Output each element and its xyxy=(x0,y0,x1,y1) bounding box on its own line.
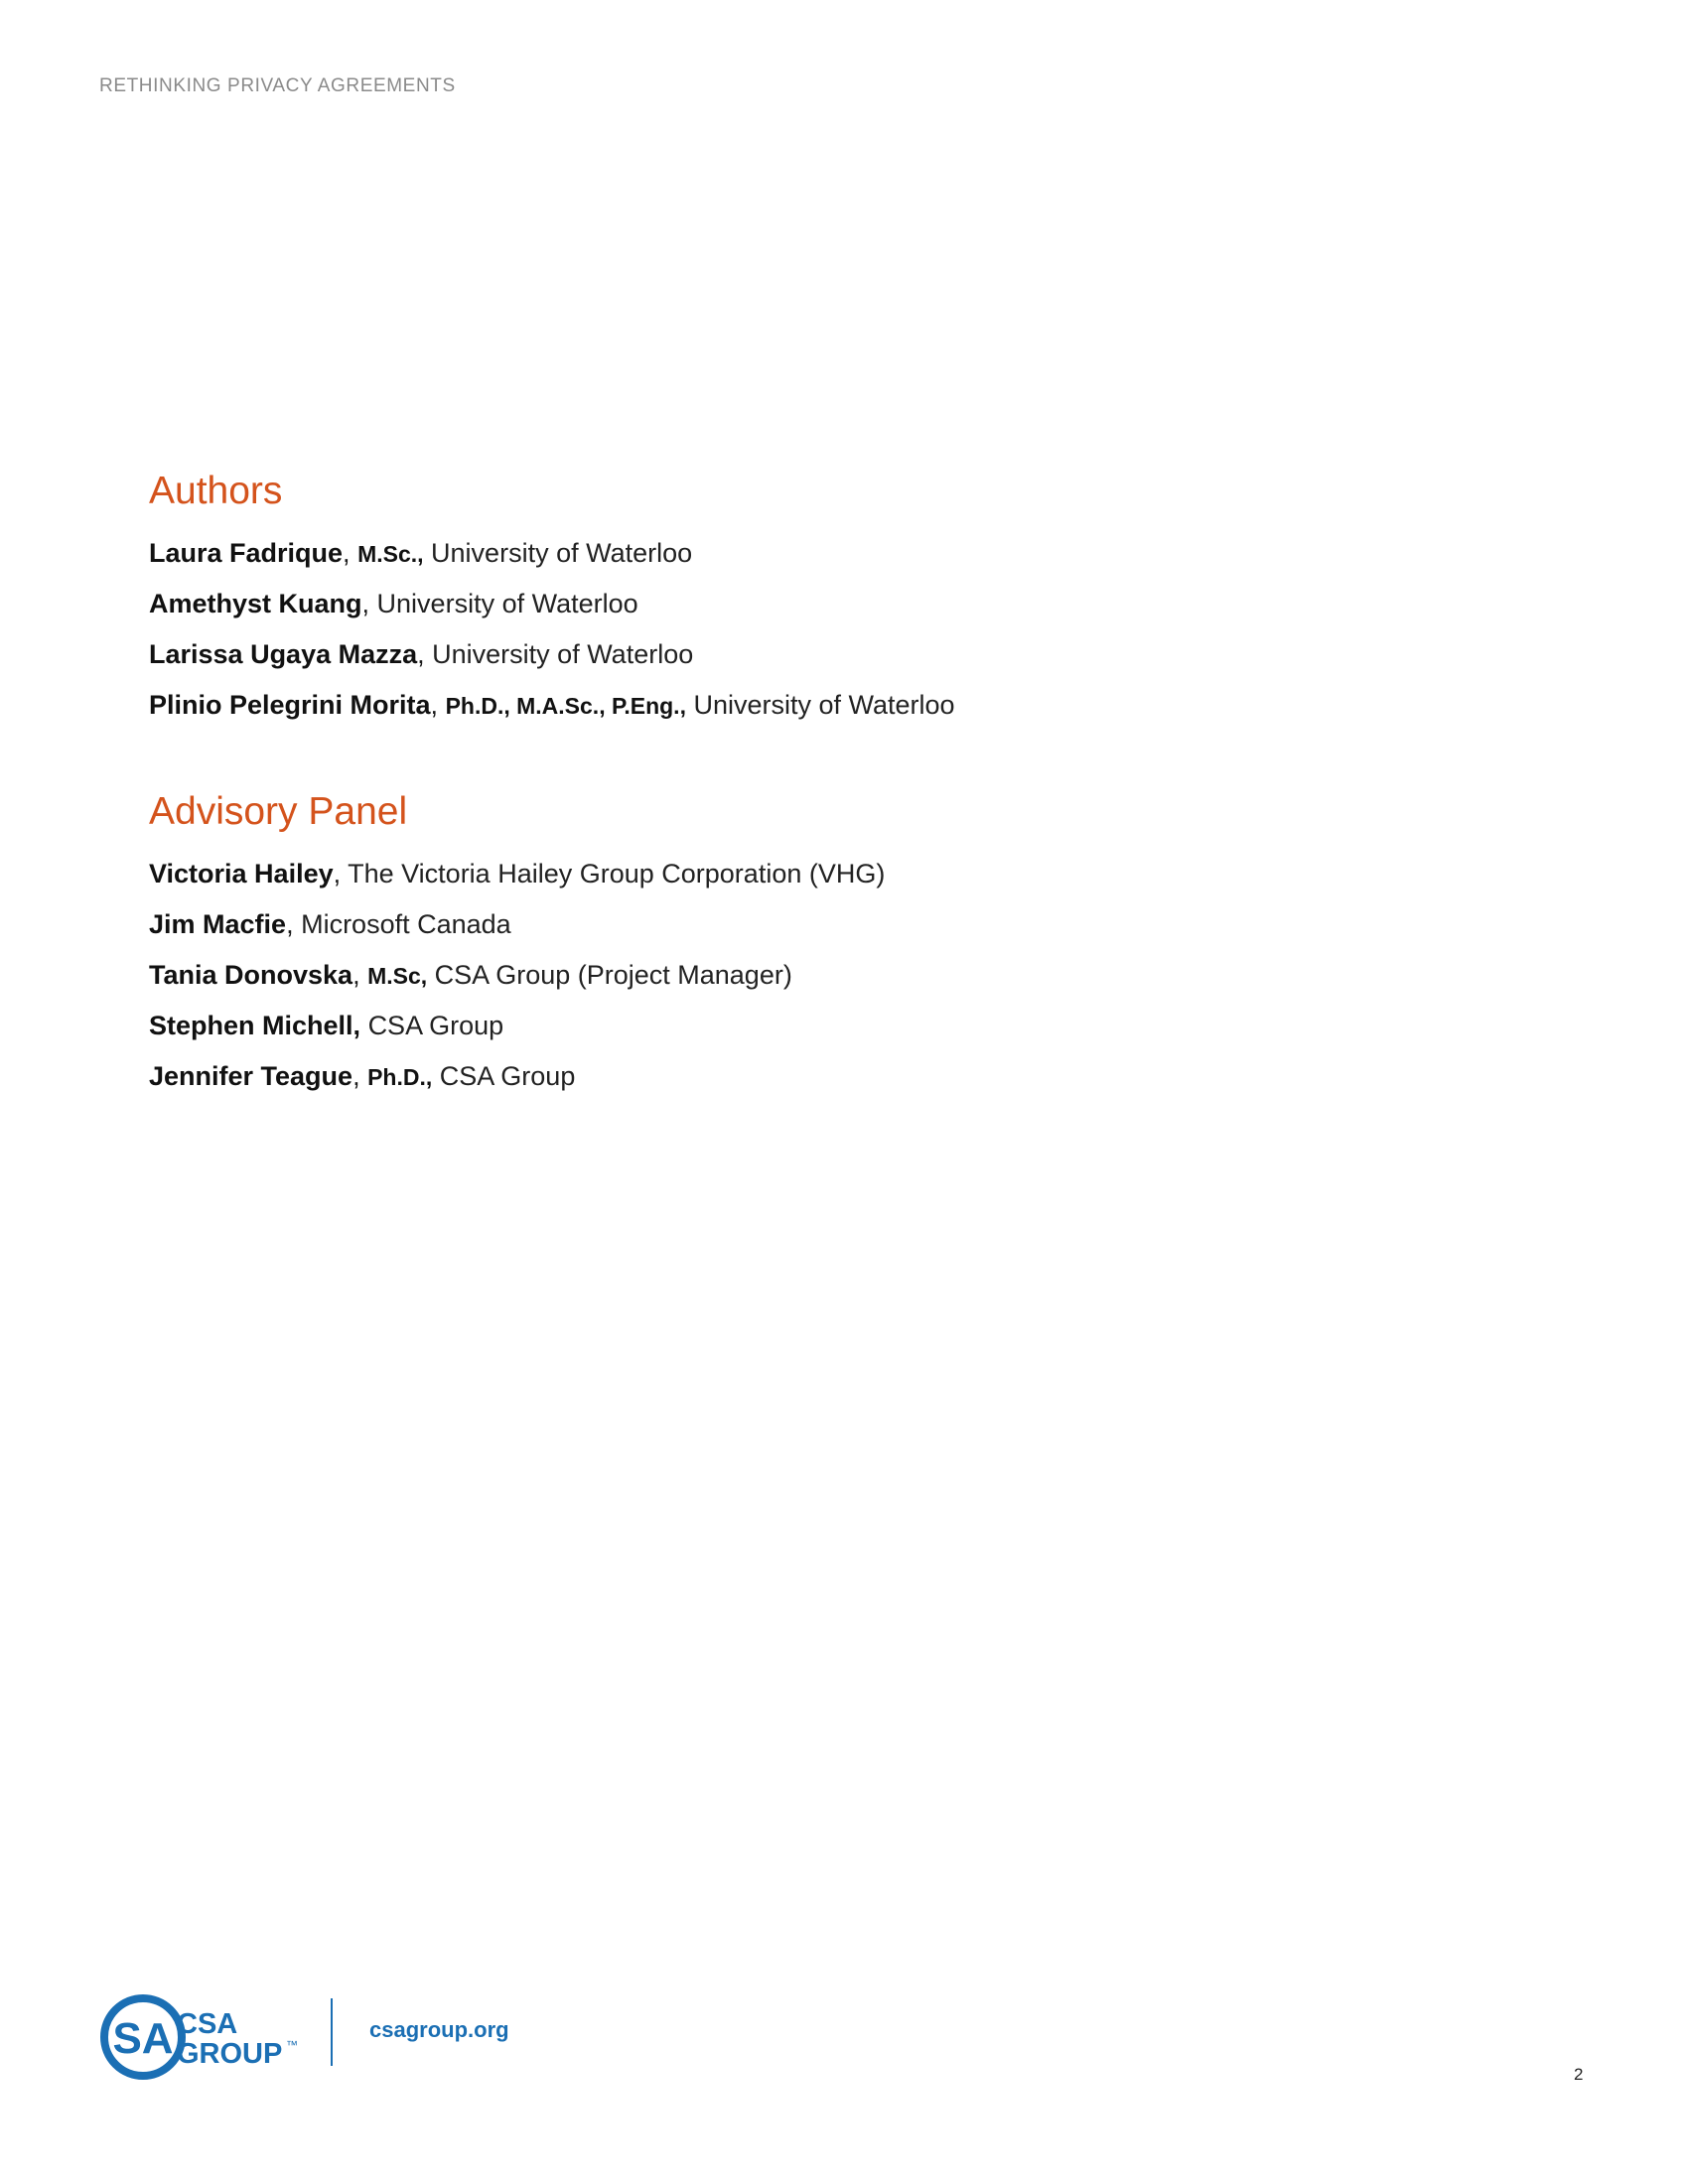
panel-member-entry xyxy=(149,899,885,950)
member-affiliation: Microsoft Canada xyxy=(301,909,511,939)
author-entry xyxy=(149,629,955,680)
author-credentials: M.Sc., xyxy=(357,541,424,567)
logo-word-csa: CSA xyxy=(177,2008,238,2040)
logo-word-group: GROUP xyxy=(177,2038,283,2070)
member-affiliation: The Victoria Hailey Group Corporation (VHG) xyxy=(348,859,886,888)
author-affiliation: University of Waterloo xyxy=(693,690,955,720)
panel-member-entry xyxy=(149,1051,885,1102)
logo-trademark: ™ xyxy=(286,2038,298,2052)
panel-member-entry xyxy=(149,849,885,899)
separator: , xyxy=(352,960,368,990)
separator xyxy=(424,538,432,568)
separator xyxy=(360,1011,368,1040)
authors-heading: Authors xyxy=(149,470,283,512)
author-name: Amethyst Kuang xyxy=(149,589,362,618)
author-credentials: Ph.D., M.A.Sc., P.Eng., xyxy=(445,693,686,719)
member-name: Stephen Michell, xyxy=(149,1011,361,1040)
advisory-panel-heading: Advisory Panel xyxy=(149,790,408,833)
author-entry xyxy=(149,579,955,629)
footer-website-link[interactable]: csagroup.org xyxy=(369,2017,509,2042)
separator: , xyxy=(286,909,302,939)
member-name: Victoria Hailey xyxy=(149,859,334,888)
csa-group-logo xyxy=(97,1991,301,2083)
author-entry xyxy=(149,528,955,579)
author-affiliation: University of Waterloo xyxy=(431,538,693,568)
footer-divider xyxy=(331,1998,333,2066)
member-name: Tania Donovska xyxy=(149,960,353,990)
running-header: RETHINKING PRIVACY AGREEMENTS xyxy=(99,75,456,96)
member-name: Jennifer Teague xyxy=(149,1061,353,1091)
advisory-panel-section xyxy=(149,787,885,1102)
member-affiliation: CSA Group xyxy=(439,1061,576,1091)
page-number: 2 xyxy=(1574,2065,1584,2084)
author-name: Plinio Pelegrini Morita xyxy=(149,690,431,720)
author-name: Laura Fadrique xyxy=(149,538,344,568)
author-entry xyxy=(149,680,955,731)
member-affiliation: CSA Group (Project Manager) xyxy=(434,960,792,990)
author-affiliation: University of Waterloo xyxy=(376,589,638,618)
author-affiliation: University of Waterloo xyxy=(432,639,694,669)
member-credentials: Ph.D., xyxy=(367,1064,433,1090)
logo-seal-mark: SA xyxy=(112,2014,174,2063)
member-credentials: M.Sc, xyxy=(367,963,428,989)
separator: , xyxy=(333,859,349,888)
member-name: Jim Macfie xyxy=(149,909,287,939)
separator: , xyxy=(417,639,433,669)
panel-member-entry xyxy=(149,950,885,1001)
separator: , xyxy=(430,690,446,720)
separator: , xyxy=(352,1061,368,1091)
member-affiliation: CSA Group xyxy=(367,1011,504,1040)
authors-section xyxy=(149,467,955,731)
separator: , xyxy=(361,589,377,618)
author-name: Larissa Ugaya Mazza xyxy=(149,639,418,669)
separator xyxy=(432,1061,440,1091)
separator xyxy=(427,960,435,990)
separator: , xyxy=(343,538,358,568)
panel-member-entry xyxy=(149,1001,885,1051)
